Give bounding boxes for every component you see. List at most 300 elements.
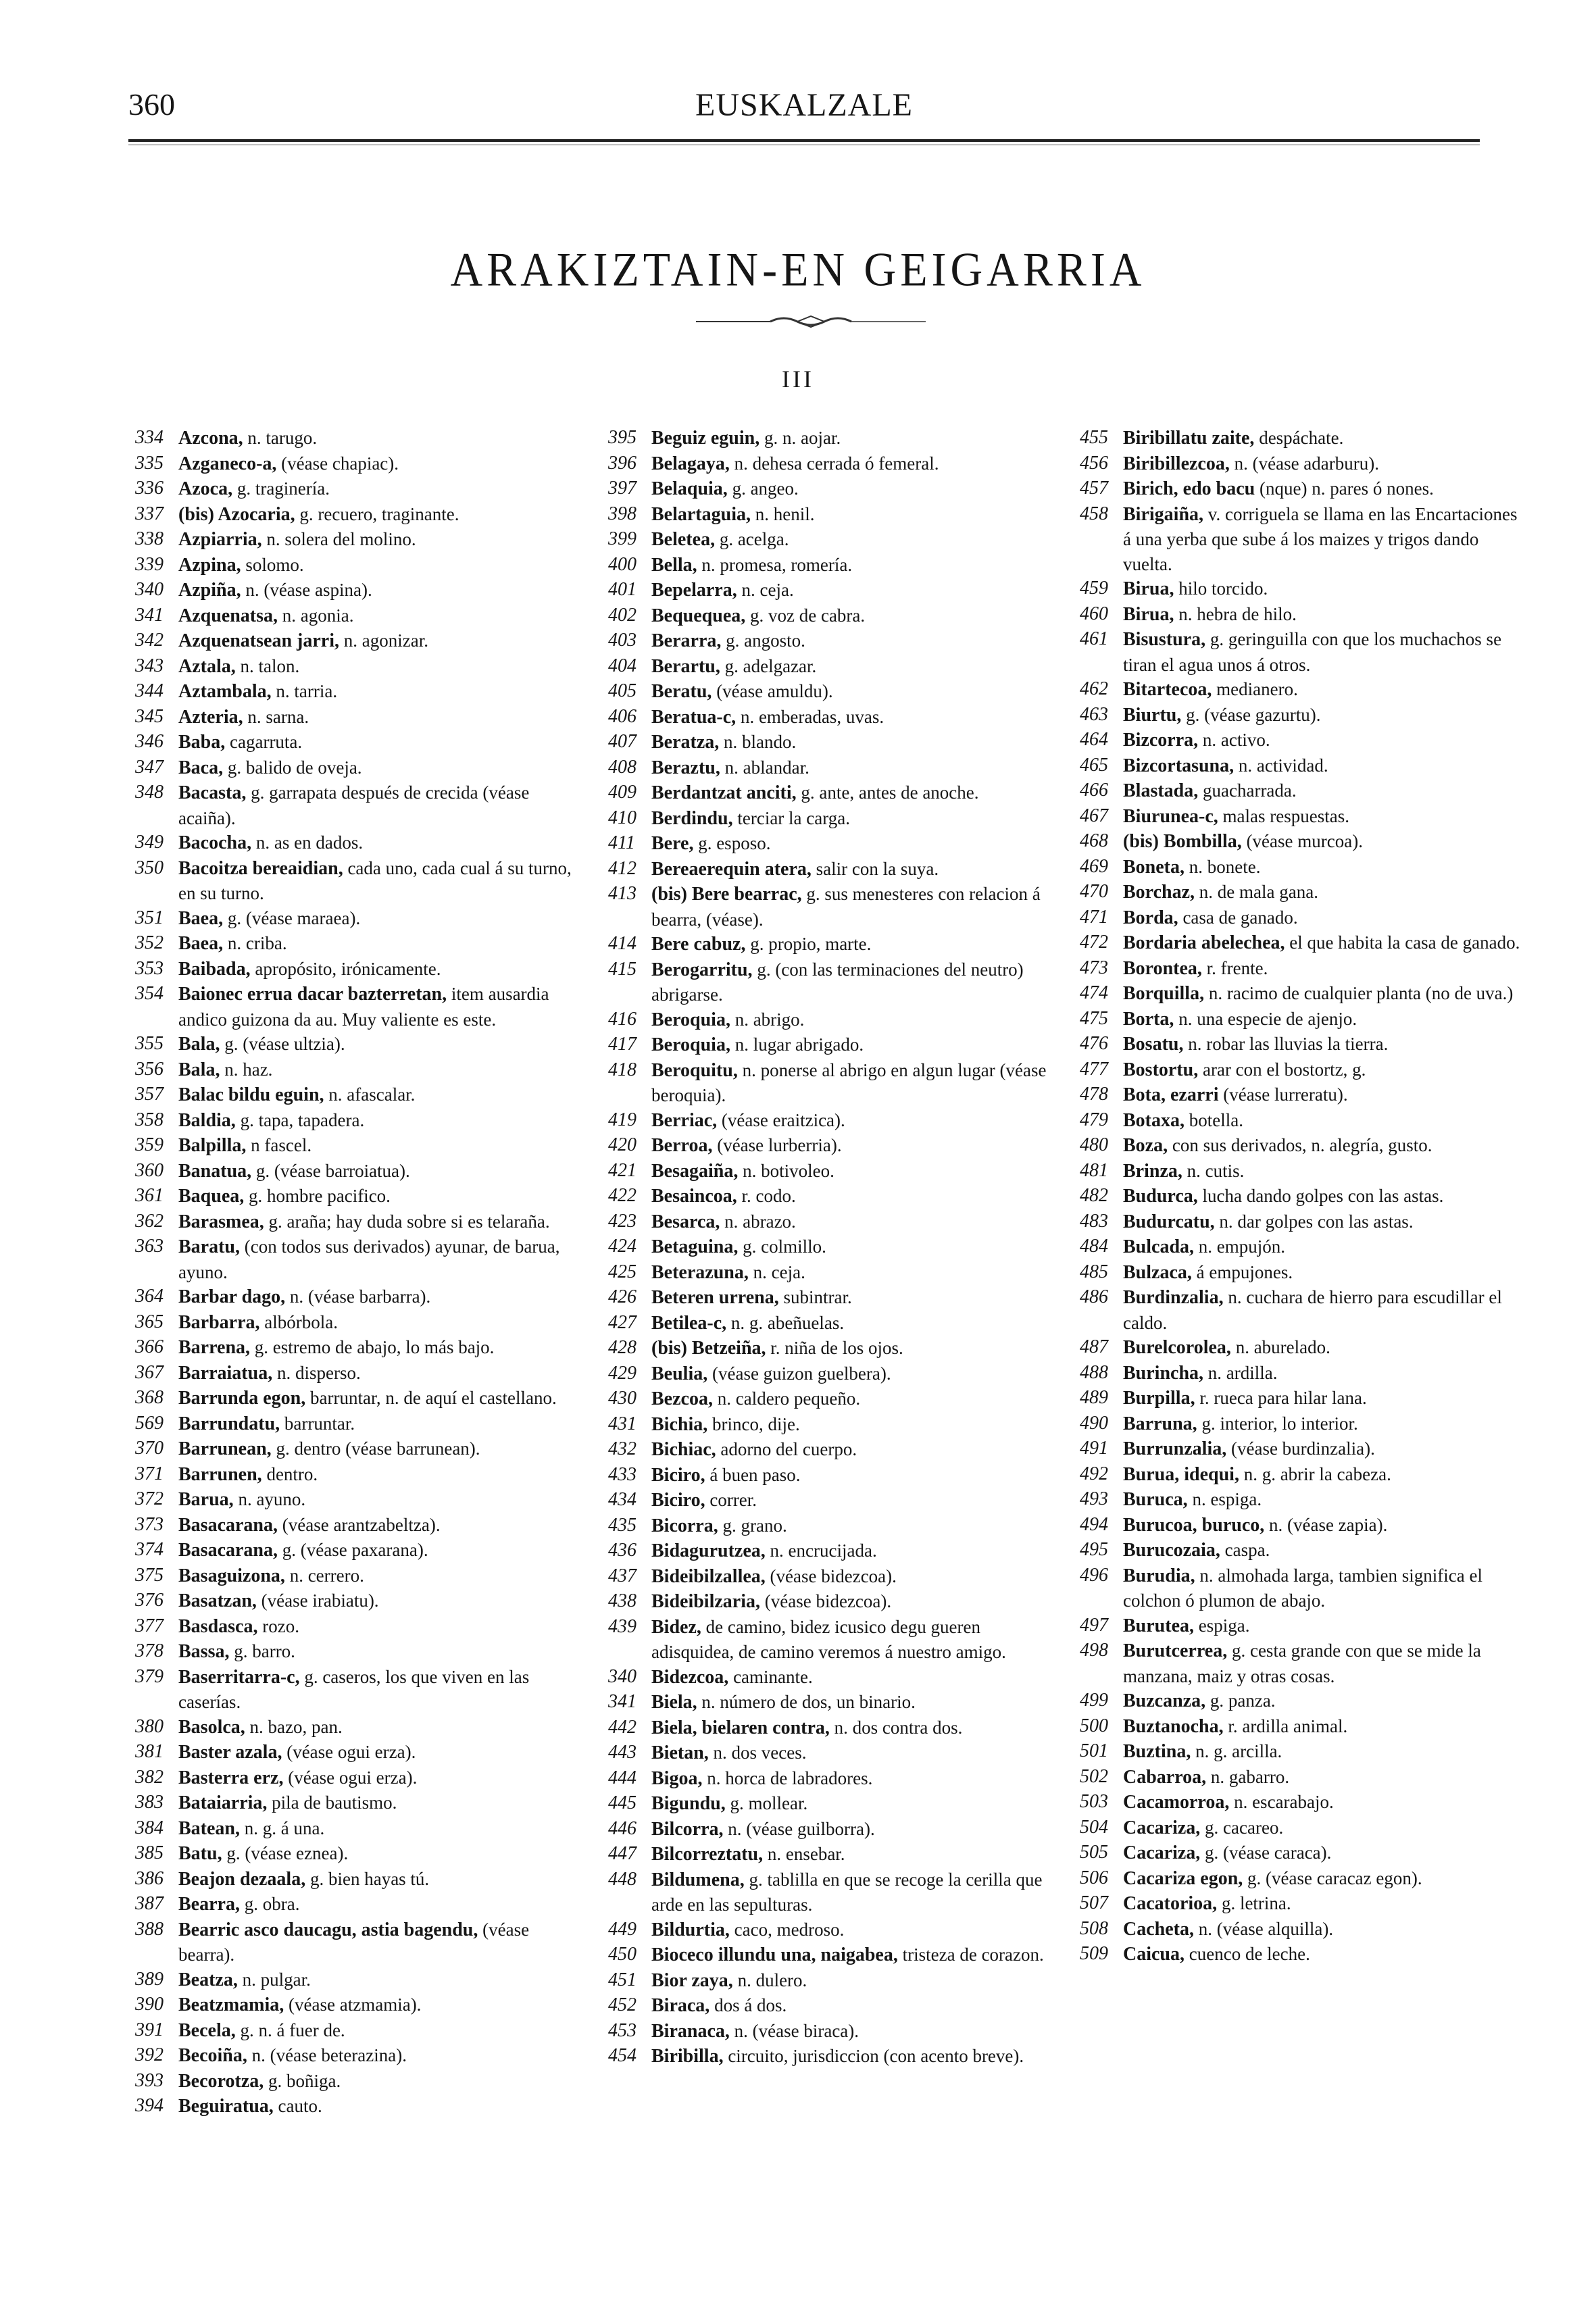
entry-definition: adorno del cuerpo. [716,1439,857,1459]
entry-definition: n. activo. [1198,730,1270,750]
entry-number: 354 [135,983,164,1004]
dictionary-entry [135,1133,581,1159]
entry-number: 345 [135,705,164,727]
entry-number: 506 [1080,1867,1108,1888]
dictionary-entry [608,1513,1054,1539]
entry-definition: r. ardilla animal. [1223,1715,1348,1736]
entry-definition: n. ayuno. [233,1489,306,1509]
entry-definition: (véase bidezcoa). [760,1591,892,1611]
entry-headword: Baionec errua dacar bazterretan, [178,984,447,1005]
entry-definition: g. tapa, tapadera. [235,1109,365,1130]
entry-headword: Azteria, [178,706,243,728]
entry-number: 472 [1080,932,1108,953]
dictionary-entry [1080,1234,1526,1260]
entry-headword: Bala, [178,1034,220,1055]
entry-number: 485 [1080,1261,1108,1282]
entry-headword: Bicorra, [651,1515,718,1536]
entry-definition: caspa. [1220,1540,1270,1560]
entry-number: 442 [608,1716,637,1738]
entry-headword: Beguiz eguin, [651,428,760,449]
entry-number: 437 [608,1565,637,1586]
entry-definition: g. voz de cabra. [745,605,866,626]
dictionary-entry [135,628,581,654]
dictionary-entry [135,476,581,502]
entry-headword: Basacarana, [178,1514,278,1536]
entry-definition: n. disperso. [272,1362,361,1383]
entry-headword: Bere cabuz, [651,934,746,955]
entry-headword: Bataiarria, [178,1792,268,1813]
entry-number: 479 [1080,1109,1108,1130]
entry-number: 393 [135,2069,164,2091]
entry-headword: Bideibilzallea, [651,1565,766,1587]
entry-headword: Burutea, [1123,1615,1194,1636]
dictionary-entry [135,1335,581,1361]
entry-headword: Barrunean, [178,1438,272,1459]
entry-headword: Bildumena, [651,1869,745,1890]
dictionary-entry [135,1665,581,1715]
entry-definition: (véase lurberria). [712,1135,842,1155]
entry-number: 460 [1080,603,1108,624]
entry-headword: Burudia, [1123,1565,1195,1586]
running-title: EUSKALZALE [695,87,913,123]
dictionary-entry [135,1765,581,1791]
entry-number: 404 [608,655,637,676]
entry-headword: Bigoa, [651,1767,703,1789]
dictionary-entry [135,1082,581,1108]
entry-number: 352 [135,932,164,953]
dictionary-entry [608,1665,1054,1690]
entry-headword: Burucozaia, [1123,1540,1220,1561]
entry-headword: Budurca, [1123,1186,1198,1207]
entry-headword: Baquea, [178,1186,245,1207]
entry-number: 413 [608,883,637,904]
entry-number: 492 [1080,1463,1108,1484]
entry-number: 508 [1080,1917,1108,1939]
entry-headword: Baca, [178,757,224,778]
entry-definition: (véase guizon guelbera). [707,1363,891,1384]
entry-definition: (véase ogui erza). [283,1767,418,1788]
dictionary-entry [1080,1108,1526,1134]
entry-number: 402 [608,604,637,626]
dictionary-entry [1080,1739,1526,1765]
entry-definition: barruntar. [280,1413,355,1434]
entry-definition: n. hebra de hilo. [1174,603,1297,624]
entry-definition: despáchate. [1254,428,1344,448]
dictionary-entry [135,957,581,982]
entry-number: 390 [135,1994,164,2015]
dictionary-entry [135,1184,581,1209]
entry-headword: Beraztu, [651,757,720,778]
entry-definition: n. almohada larga, tambien significa el colchon ó plumon de abajo. [1123,1565,1482,1611]
entry-definition: n. promesa, romería. [697,554,853,575]
entry-definition: (nque) n. pares ó nones. [1255,478,1434,499]
entry-headword: Baserritarra-c, [178,1666,300,1688]
dictionary-entry [135,1715,581,1740]
entry-definition: g. garrapata después de crecida (véase acaiña). [178,782,530,828]
entry-number: 385 [135,1842,164,1863]
dictionary-entry [608,1817,1054,1842]
entry-definition: (véase bearra). [178,1919,530,1965]
entry-number: 461 [1080,628,1108,649]
entry-definition: g. obra. [239,1894,300,1914]
entry-number: 364 [135,1286,164,1307]
entry-headword: Cacamorroa, [1123,1792,1230,1813]
entry-headword: Barbarra, [178,1311,260,1333]
entry-headword: Bizcortasuna, [1123,755,1235,776]
entry-definition: v. corriguela se llama en las Encartaciones á una yerba que sube á los maizes y trigos dando vuelta. [1123,503,1518,574]
dictionary-entry [135,1032,581,1057]
dictionary-entry [608,1412,1054,1438]
entry-number: 455 [1080,427,1108,448]
dictionary-entry [135,2018,581,2044]
entry-number: 432 [608,1438,637,1459]
entry-headword: Burincha, [1123,1362,1204,1384]
entry-number: 458 [1080,503,1108,524]
entry-number: 454 [608,2045,637,2066]
dictionary-entry [608,1184,1054,1209]
dictionary-entry [608,1488,1054,1513]
dictionary-entry [608,1740,1054,1766]
dictionary-entry [1080,677,1526,703]
entry-definition: (véase murcoa). [1241,831,1363,851]
dictionary-entry [135,1284,581,1310]
entry-headword: Baldia, [178,1109,236,1131]
entry-headword: Biribillatu zaite, [1123,428,1255,449]
entry-definition: á buen paso. [705,1464,801,1485]
entry-headword: Blastada, [1123,780,1199,801]
entry-number: 410 [608,807,637,828]
entry-number: 493 [1080,1488,1108,1509]
entry-headword: Burua, idequi, [1123,1463,1239,1485]
dictionary-entry [135,1209,581,1235]
entry-definition: n. gabarro. [1206,1766,1290,1787]
entry-number: 417 [608,1034,637,1055]
entry-number: 368 [135,1387,164,1408]
entry-headword: Bizcorra, [1123,730,1199,751]
entry-number: 496 [1080,1564,1108,1586]
entry-number: 443 [608,1742,637,1763]
entry-number: 464 [1080,729,1108,750]
dictionary-entry [1080,1133,1526,1159]
entry-number: 450 [608,1944,637,1965]
entry-number: 340 [135,579,164,600]
dictionary-entry [608,1032,1054,1058]
entry-headword: Baratu, [178,1236,240,1257]
entry-definition: g. (véase ultzia). [220,1034,345,1054]
entry-number: 486 [1080,1286,1108,1307]
entry-definition: cagarruta. [225,732,303,752]
entry-number: 448 [608,1868,637,1890]
page-number: 360 [128,87,175,122]
entry-definition: casa de ganado. [1178,907,1298,928]
entry-definition: caminante. [728,1666,813,1687]
entry-headword: (bis) Azocaria, [178,503,295,525]
entry-definition: n fascel. [246,1135,312,1155]
entry-headword: (bis) Betzeiña, [651,1338,766,1359]
entry-headword: Biela, [651,1692,697,1713]
dictionary-entry [135,603,581,629]
entry-definition: n. ceja. [737,580,794,600]
dictionary-entry [135,2043,581,2069]
entry-number: 359 [135,1134,164,1155]
dictionary-entry [1080,1361,1526,1386]
entry-definition: n. caldero pequeño. [712,1388,861,1409]
dictionary-entry [1080,1057,1526,1083]
entry-number: 462 [1080,678,1108,699]
entry-number: 446 [608,1817,637,1839]
entry-number: 375 [135,1564,164,1586]
entry-number: 383 [135,1792,164,1813]
entry-number: 412 [608,857,637,879]
entry-number: 411 [608,832,635,853]
entry-definition: g. (con las terminaciones del neutro) abrigarse. [651,959,1024,1005]
dictionary-entry [608,1791,1054,1817]
entry-definition: n. dar golpes con las astas. [1214,1211,1414,1232]
entry-headword: Bioceco illundu una, naigabea, [651,1944,898,1965]
entry-definition: n. sarna. [243,706,309,727]
dictionary-entry [135,982,581,1032]
entry-number: 341 [135,604,164,626]
entry-number: 334 [135,427,164,448]
dictionary-entry [1080,502,1526,577]
entry-definition: n. lugar abrigado. [730,1034,864,1055]
entry-headword: Budurcatu, [1123,1211,1215,1232]
entry-number: 502 [1080,1765,1108,1787]
entry-definition: lucha dando golpes con las astas. [1197,1186,1444,1206]
entry-headword: Cacariza, [1123,1817,1201,1838]
entry-definition: n. g. arcilla. [1191,1741,1282,1761]
entry-definition: n. emberadas, uvas. [736,706,884,727]
entry-number: 387 [135,1893,164,1914]
entry-headword: Bepelarra, [651,580,737,601]
entry-definition: g. cesta grande con que se mide la manzana, maiz y otras cosas. [1123,1640,1481,1686]
entry-definition: cada uno, cada cual á su turno, en su turno. [178,857,572,903]
dictionary-entry [608,2019,1054,2044]
entry-headword: Biranaca, [651,2020,730,2042]
entry-headword: Azquenatsa, [178,605,278,626]
dictionary-entry [608,527,1054,553]
dictionary-entry [1080,426,1526,451]
dictionary-entry [608,932,1054,957]
entry-number: 337 [135,503,164,524]
dictionary-entry [135,2094,581,2119]
dictionary-entry [608,1564,1054,1590]
dictionary-entry [1080,930,1526,956]
entry-headword: Cacariza egon, [1123,1867,1243,1889]
dictionary-entry [608,1842,1054,1867]
entry-definition: g. mollear. [725,1793,808,1813]
entry-number: 475 [1080,1007,1108,1029]
entry-definition: g. araña; hay duda sobre si es telaraña. [264,1211,550,1232]
entry-definition: con sus derivados, n. alegría, gusto. [1168,1135,1432,1155]
entry-headword: Beroquitu, [651,1059,738,1081]
entry-number: 439 [608,1615,637,1637]
entry-definition: á empujones. [1191,1261,1293,1282]
entry-definition: cauto. [273,2096,322,2116]
entry-number: 422 [608,1185,637,1206]
entry-definition: n. (véase adarburu). [1229,453,1380,474]
dictionary-entry [608,1058,1054,1108]
entry-definition: g. n. á fuer de. [235,2019,345,2040]
dictionary-entry [608,882,1054,932]
entry-number: 424 [608,1236,637,1257]
entry-definition: n. dos contra dos. [829,1717,963,1738]
entry-number: 381 [135,1741,164,1762]
entry-number: 444 [608,1767,637,1788]
entry-definition: n. (véase beterazina). [247,2045,407,2065]
entry-definition: n. (véase biraca). [729,2020,859,2041]
entry-definition: g. sus menesteres con relacion á bearra, (véase). [651,884,1041,930]
dictionary-entry [1080,1613,1526,1639]
entry-definition: (con todos sus derivados) ayunar, de barua, ayuno. [178,1236,560,1282]
entry-definition: (véase arantzabeltza). [278,1514,441,1535]
entry-definition: n. g. abrir la cabeza. [1239,1463,1391,1484]
entry-definition: g. (véase eznea). [222,1843,349,1863]
entry-headword: Basdasca, [178,1615,258,1637]
dictionary-entry [135,426,581,451]
entry-headword: Beratua-c, [651,706,737,728]
dictionary-entry [135,1892,581,1917]
entry-headword: Bidez, [651,1616,701,1638]
entry-headword: Biciro, [651,1464,705,1486]
entry-definition: n. (véase alquilla). [1193,1918,1334,1939]
entry-headword: Berroa, [651,1135,713,1156]
dictionary-entry [1080,778,1526,804]
entry-definition: (véase lurreratu). [1218,1084,1348,1105]
entry-number: 489 [1080,1387,1108,1408]
entry-headword: Borontea, [1123,957,1202,979]
entry-number: 380 [135,1715,164,1737]
dictionary-entry [1080,1007,1526,1032]
entry-definition: g. barro. [229,1641,295,1661]
entry-headword: Bordaria abelechea, [1123,932,1285,953]
entry-headword: Becoiña, [178,2045,247,2066]
entry-headword: Bulzaca, [1123,1261,1192,1283]
entry-number: 507 [1080,1892,1108,1913]
entry-headword: Borchaz, [1123,882,1195,903]
entry-headword: Basterra erz, [178,1767,284,1788]
entry-number: 503 [1080,1791,1108,1812]
dictionary-entry [135,1992,581,2018]
dictionary-entry [608,1285,1054,1311]
entry-headword: Azpiarria, [178,529,262,550]
entry-definition: n. dulero. [732,1969,807,1990]
entry-number: 435 [608,1514,637,1536]
entry-headword: Basaguizona, [178,1565,285,1586]
dictionary-entry [1080,1032,1526,1057]
entry-number: 459 [1080,578,1108,599]
entry-number: 456 [1080,452,1108,474]
dictionary-entry [135,1513,581,1538]
entry-definition: g. interior, lo interior. [1197,1413,1358,1434]
dictionary-entry [608,2044,1054,2069]
entry-number: 452 [608,1994,637,2015]
dictionary-entry [608,1463,1054,1488]
entry-number: 483 [1080,1210,1108,1232]
entry-definition: n. g. abeñuelas. [726,1312,845,1333]
entry-number: 371 [135,1463,164,1484]
entry-definition: n. cutis. [1182,1160,1245,1181]
entry-number: 474 [1080,982,1108,1003]
entry-headword: Becorotza, [178,2070,264,2092]
entry-definition: g. estremo de abajo, lo más bajo. [250,1337,495,1357]
entry-headword: Barrunda egon, [178,1388,306,1409]
entry-definition: n. (véase aspina). [241,580,372,600]
entry-number: 389 [135,1968,164,1990]
entry-headword: Bior zaya, [651,1969,733,1991]
entry-headword: Bearric asco daucagu, astia bagendu, [178,1919,478,1940]
entry-number: 427 [608,1311,637,1333]
header-rule [128,139,1480,142]
entry-number: 353 [135,957,164,979]
entry-headword: Berartu, [651,655,720,677]
dictionary-entry [135,679,581,705]
dictionary-entry [608,705,1054,730]
section-number: III [782,366,814,393]
entry-headword: Berriac, [651,1109,718,1131]
entry-number: 401 [608,579,637,600]
entry-definition: n. ceja. [748,1261,805,1282]
entry-headword: Becela, [178,2019,236,2041]
entry-number: 351 [135,907,164,928]
dictionary-entry [608,1615,1054,1665]
entry-number: 342 [135,630,164,651]
entry-number: 397 [608,478,637,499]
entry-number: 373 [135,1513,164,1535]
dictionary-entry [135,856,581,906]
entry-number: 408 [608,756,637,778]
dictionary-entry [608,730,1054,755]
entry-number: 355 [135,1033,164,1054]
entry-headword: Bideibilzaria, [651,1591,760,1612]
entry-headword: Baster azala, [178,1742,282,1763]
entry-number: 428 [608,1337,637,1358]
entry-definition: (véase amuldu). [712,681,833,701]
entry-number: 386 [135,1867,164,1889]
entry-number: 482 [1080,1185,1108,1206]
entry-definition: n. empujón. [1194,1236,1286,1257]
entry-headword: Birigaiña, [1123,503,1204,525]
entry-definition: n. abrigo. [730,1009,805,1030]
entry-headword: Besagaiña, [651,1160,739,1182]
dictionary-entry [1080,1436,1526,1462]
entry-definition: n. racimo de cualquier planta (no de uva.) [1204,983,1514,1003]
entry-headword: Cacatorioa, [1123,1893,1218,1914]
entry-definition: (véase irabiatu). [256,1590,379,1611]
entry-headword: Bigundu, [651,1793,726,1814]
entry-headword: Borta, [1123,1008,1174,1030]
entry-number: 400 [608,553,637,575]
page-header [128,86,1480,141]
entry-definition: rozo. [257,1615,299,1636]
entry-definition: g. (véase paxarana). [278,1540,428,1560]
entry-number: 477 [1080,1058,1108,1080]
entry-number: 418 [608,1059,637,1080]
dictionary-entry [608,780,1054,806]
entry-number: 409 [608,782,637,803]
entry-definition: n. aburelado. [1230,1337,1330,1357]
entry-definition: n. agonia. [278,605,354,626]
entry-headword: Barua, [178,1489,234,1510]
entry-number: 341 [608,1691,637,1712]
entry-number: 403 [608,630,637,651]
entry-definition: n. ensebar. [763,1844,845,1864]
entry-number: 498 [1080,1640,1108,1661]
entry-number: 470 [1080,881,1108,902]
entry-number: 372 [135,1488,164,1509]
dictionary-entry [135,1159,581,1184]
entry-number: 339 [135,553,164,575]
